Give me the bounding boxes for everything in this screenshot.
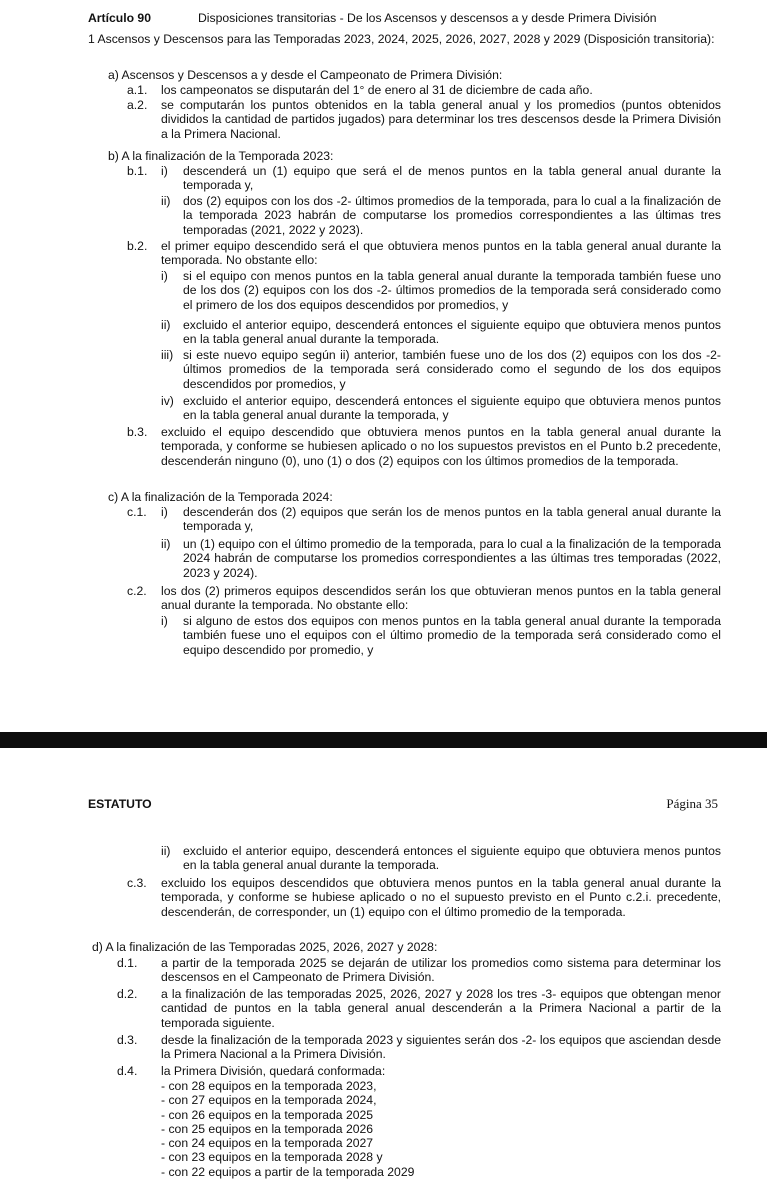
- clause-key: a.2.: [127, 98, 148, 112]
- subclause-text: dos (2) equipos con los dos -2- últimos promedios de la temporada, para lo cual a la finalización de la temporada 2023 habrán de computarse los promedios correspondientes a las últimas tres temporadas (2021, 2022 y 2023).: [183, 194, 721, 237]
- clause-d1: [117, 956, 721, 985]
- document-page-2: [0, 748, 767, 1192]
- team-count-list: [161, 1079, 414, 1179]
- article-title: Disposiciones transitorias - De los Ascensos y descensos a y desde Primera División: [198, 11, 657, 25]
- clause-b2: [127, 239, 721, 268]
- clause-text: excluido el equipo descendido que obtuviera menos puntos en la tabla general anual durante la temporada, y conforme se hubiesen aplicado o no los supuestos previstos en el Punto b.2 precedente, descenderán ninguno (0), uno (1) o dos (2) equipos con los últimos promedios de la temporada.: [161, 425, 721, 468]
- clause-text: la Primera División, quedará conformada:: [161, 1064, 386, 1078]
- clause-text: los dos (2) primeros equipos descendidos serán los que obtuvieran menos puntos en la tabla general anual durante la temporada. No obstante ello:: [161, 584, 721, 613]
- clause-key: d.4.: [117, 1064, 138, 1078]
- subclause-key: ii): [161, 537, 171, 551]
- clause-key: d.3.: [117, 1033, 138, 1047]
- list-item: - con 28 equipos en la temporada 2023,: [161, 1079, 377, 1093]
- clause-key: c.2.: [127, 584, 147, 598]
- clause-text: desde la finalización de la temporada 2023 y siguientes serán dos -2- los equipos que asciendan desde la Primera Nacional a la Primera División.: [161, 1033, 721, 1062]
- clause-key: b.1.: [127, 164, 148, 178]
- subclause-key: ii): [161, 318, 171, 332]
- page-footer-title: ESTATUTO: [88, 797, 152, 811]
- section-d-heading: d) A la finalización de las Temporadas 2025, 2026, 2027 y 2028:: [92, 940, 438, 954]
- clause-b2-ii: [161, 318, 721, 347]
- clause-b3: [127, 425, 721, 468]
- clause-d4: [117, 1064, 721, 1078]
- list-item: - con 22 equipos a partir de la temporada 2029: [161, 1164, 415, 1179]
- subclause-key: iii): [161, 348, 174, 362]
- clause-a2: [127, 98, 721, 141]
- subclause-text: descenderán dos (2) equipos que serán los de menos puntos en la tabla general anual durante la temporada y,: [183, 505, 721, 534]
- clause-c2-ii: [161, 844, 721, 873]
- subclause-text: si el equipo con menos puntos en la tabla general anual durante la temporada también fuese uno de los dos (2) equipos con los dos -2- últimos promedios de la temporada será considerado como el primero de los dos equipos descendidos por promedios, y: [183, 269, 721, 312]
- clause-b2-i: [161, 269, 721, 312]
- subclause-key: iv): [161, 394, 174, 408]
- subclause-text: excluido el anterior equipo, descenderá entonces el siguiente equipo que obtuviera menos puntos en la tabla general anual durante la temporada.: [183, 318, 721, 347]
- subclause-key: ii): [161, 844, 171, 858]
- clause-b2-iii: [161, 348, 721, 391]
- clause-key: d.1.: [117, 956, 138, 970]
- clause-c2: [127, 584, 721, 613]
- clause-text: excluido los equipos descendidos que obtuviera menos puntos en la tabla general anual durante la temporada, y conforme se hubiese aplicado o no el supuesto previsto en el Punto c.2.i. precedente, descenderán, de corresponder, un (1) equipo con el último promedio de la temporada.: [161, 876, 721, 919]
- subclause-key: ii): [161, 194, 171, 208]
- list-item: - con 27 equipos en la temporada 2024,: [161, 1093, 377, 1108]
- list-item: - con 24 equipos en la temporada 2027: [161, 1136, 374, 1151]
- page-separator: [0, 732, 767, 748]
- list-item: - con 26 equipos en la temporada 2025: [161, 1107, 374, 1122]
- clause-d2: [117, 987, 721, 1030]
- clause-key: b.3.: [127, 425, 148, 439]
- clause-b1-ii: [161, 194, 721, 237]
- subclause-text: excluido el anterior equipo, descenderá entonces el siguiente equipo que obtuviera menos puntos en la tabla general anual durante la temporada.: [183, 844, 721, 873]
- subclause-text: descenderá un (1) equipo que será el de menos puntos en la tabla general anual durante la temporada y,: [183, 164, 721, 193]
- intro-paragraph: 1 Ascensos y Descensos para las Temporadas 2023, 2024, 2025, 2026, 2027, 2028 y 2029 (Disposición transitoria):: [88, 32, 715, 46]
- subclause-text: si alguno de estos dos equipos con menos puntos en la tabla general anual durante la temporada también fuese uno el equipos con el último promedio de la temporada será considerado como el equipo descendido por promedio, y: [183, 614, 721, 657]
- clause-key: c.1.: [127, 505, 147, 519]
- clause-key: d.2.: [117, 987, 138, 1001]
- subclause-text: si este nuevo equipo según ii) anterior, también fuese uno de los dos (2) equipos con los dos -2- últimos promedios de la temporada será considerado como el segundo de los dos equipos descendidos por promedios, y: [183, 348, 721, 391]
- clause-c3: [127, 876, 721, 919]
- clause-key: c.3.: [127, 876, 147, 890]
- subclause-key: i): [161, 505, 168, 519]
- clause-text: el primer equipo descendido será el que obtuviera menos puntos en la tabla general anual durante la temporada. No obstante ello:: [161, 239, 721, 268]
- page-number: Página 35: [666, 796, 718, 811]
- section-c-heading: c) A la finalización de la Temporada 2024:: [108, 490, 333, 504]
- article-header: [88, 11, 727, 25]
- subclause-key: i): [161, 269, 168, 283]
- clause-text: a la finalización de las temporadas 2025, 2026, 2027 y 2028 los tres -3- equipos que obtengan menor cantidad de puntos en la tabla general anual descenderán a la Primera Nacional a partir de la temporada siguiente.: [161, 987, 721, 1030]
- clause-b2-iv: [161, 394, 721, 423]
- subclause-text: excluido el anterior equipo, descenderá entonces el siguiente equipo que obtuviera menos puntos en la tabla general anual durante la temporada, y: [183, 394, 721, 423]
- clause-c2-i: [161, 614, 721, 657]
- article-number: Artículo 90: [88, 11, 151, 25]
- section-b-heading: b) A la finalización de la Temporada 2023:: [108, 149, 334, 163]
- clause-a1: [127, 83, 721, 97]
- clause-text: a partir de la temporada 2025 se dejarán de utilizar los promedios como sistema para determinar los descensos en el Campeonato de Primera División.: [161, 956, 721, 985]
- subclause-key: i): [161, 614, 168, 628]
- clause-key: a.1.: [127, 83, 148, 97]
- section-a-heading: a) Ascensos y Descensos a y desde el Campeonato de Primera División:: [108, 68, 503, 82]
- clause-text: se computarán los puntos obtenidos en la tabla general anual y los promedios (puntos obtenidos divididos la cantidad de partidos jugados) para determinar los tres descensos desde la Primera División a la Primera Nacional.: [161, 98, 721, 141]
- subclause-text: un (1) equipo con el último promedio de la temporada, para lo cual a la finalización de la temporada 2024 habrán de computarse los promedios correspondientes a las últimas tres temporadas (2022, 2023 y 2024).: [183, 537, 721, 580]
- clause-b1: [127, 164, 721, 193]
- clause-key: b.2.: [127, 239, 148, 253]
- subclause-key: i): [161, 164, 168, 178]
- clause-text: los campeonatos se disputarán del 1° de enero al 31 de diciembre de cada año.: [161, 83, 593, 97]
- clause-c1: [127, 505, 721, 534]
- clause-d3: [117, 1033, 721, 1062]
- list-item: - con 23 equipos en la temporada 2028 y: [161, 1150, 383, 1165]
- list-item: - con 25 equipos en la temporada 2026: [161, 1121, 374, 1136]
- clause-c1-ii: [161, 537, 721, 580]
